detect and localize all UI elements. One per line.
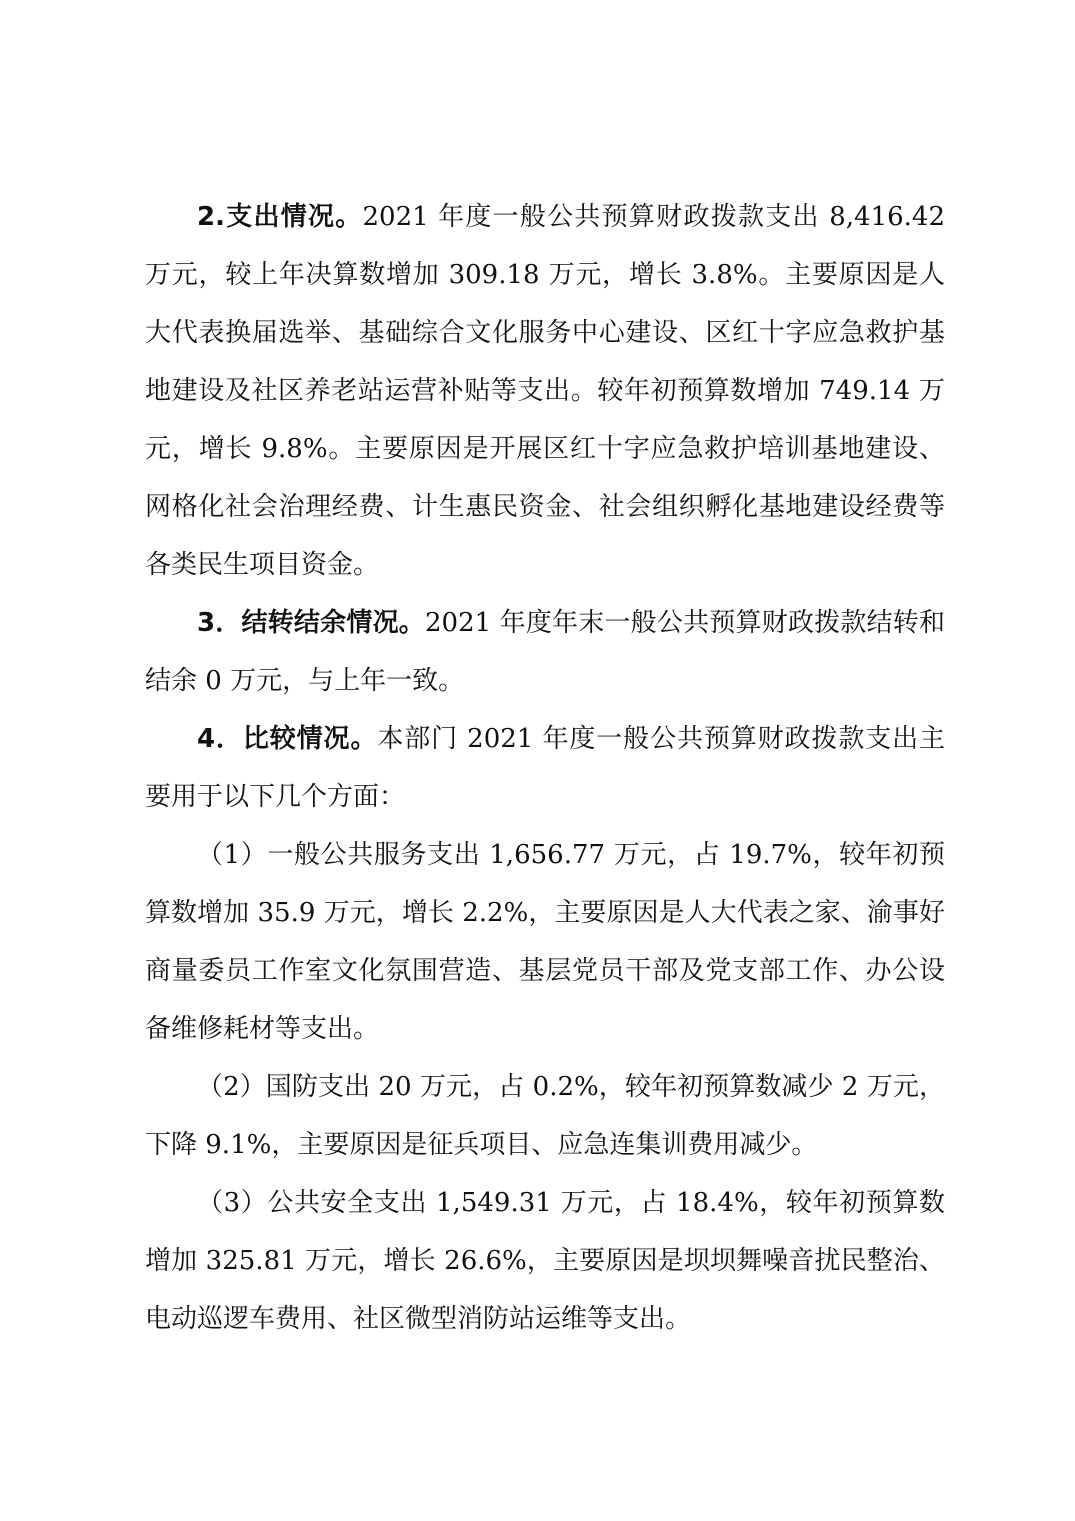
paragraph-carryover bbox=[145, 594, 945, 710]
paragraph-comparison bbox=[145, 710, 945, 826]
paragraph-national-defense bbox=[145, 1058, 945, 1174]
heading-comparison: 4．比较情况。 bbox=[197, 724, 378, 754]
text-national-defense: （2）国防支出 20 万元，占 0.2%，较年初预算数减少 2 万元，下降 9.1%，主要原因是征兵项目、应急连集训费用减少。 bbox=[145, 1072, 945, 1160]
paragraph-expenditure bbox=[145, 188, 945, 594]
document-page bbox=[145, 188, 945, 1348]
text-expenditure: 2021 年度一般公共预算财政拨款支出 8,416.42 万元，较上年决算数增加 309.18 万元，增长 3.8%。主要原因是人大代表换届选举、基础综合文化服务中心建设、区红十字应急救护基地建设及社区养老站运营补贴等支出。较年初预算数增加 749.14 万元，增长 9.8%。主要原因是开展区红十字应急救护培训基地建设、网格化社会治理经费、计生惠民资金、社会组织孵化基地建设经费等各类民生项目资金。 bbox=[145, 202, 945, 580]
text-general-public-services: （1）一般公共服务支出 1,656.77 万元，占 19.7%，较年初预算数增加 35.9 万元，增长 2.2%，主要原因是人大代表之家、渝事好商量委员工作室文化氛围营造、基层党员干部及党支部工作、办公设备维修耗材等支出。 bbox=[145, 840, 945, 1044]
heading-expenditure: 2.支出情况。 bbox=[197, 202, 363, 232]
text-comparison: 本部门 2021 年度一般公共预算财政拨款支出主要用于以下几个方面： bbox=[145, 724, 945, 812]
text-carryover: 2021 年度年末一般公共预算财政拨款结转和结余 0 万元，与上年一致。 bbox=[145, 608, 945, 696]
paragraph-public-security bbox=[145, 1174, 945, 1348]
paragraph-general-public-services bbox=[145, 826, 945, 1058]
heading-carryover: 3．结转结余情况。 bbox=[197, 608, 425, 638]
text-public-security: （3）公共安全支出 1,549.31 万元，占 18.4%，较年初预算数增加 325.81 万元，增长 26.6%，主要原因是坝坝舞噪音扰民整治、电动巡逻车费用、社区微型消防站运维等支出。 bbox=[145, 1188, 945, 1334]
